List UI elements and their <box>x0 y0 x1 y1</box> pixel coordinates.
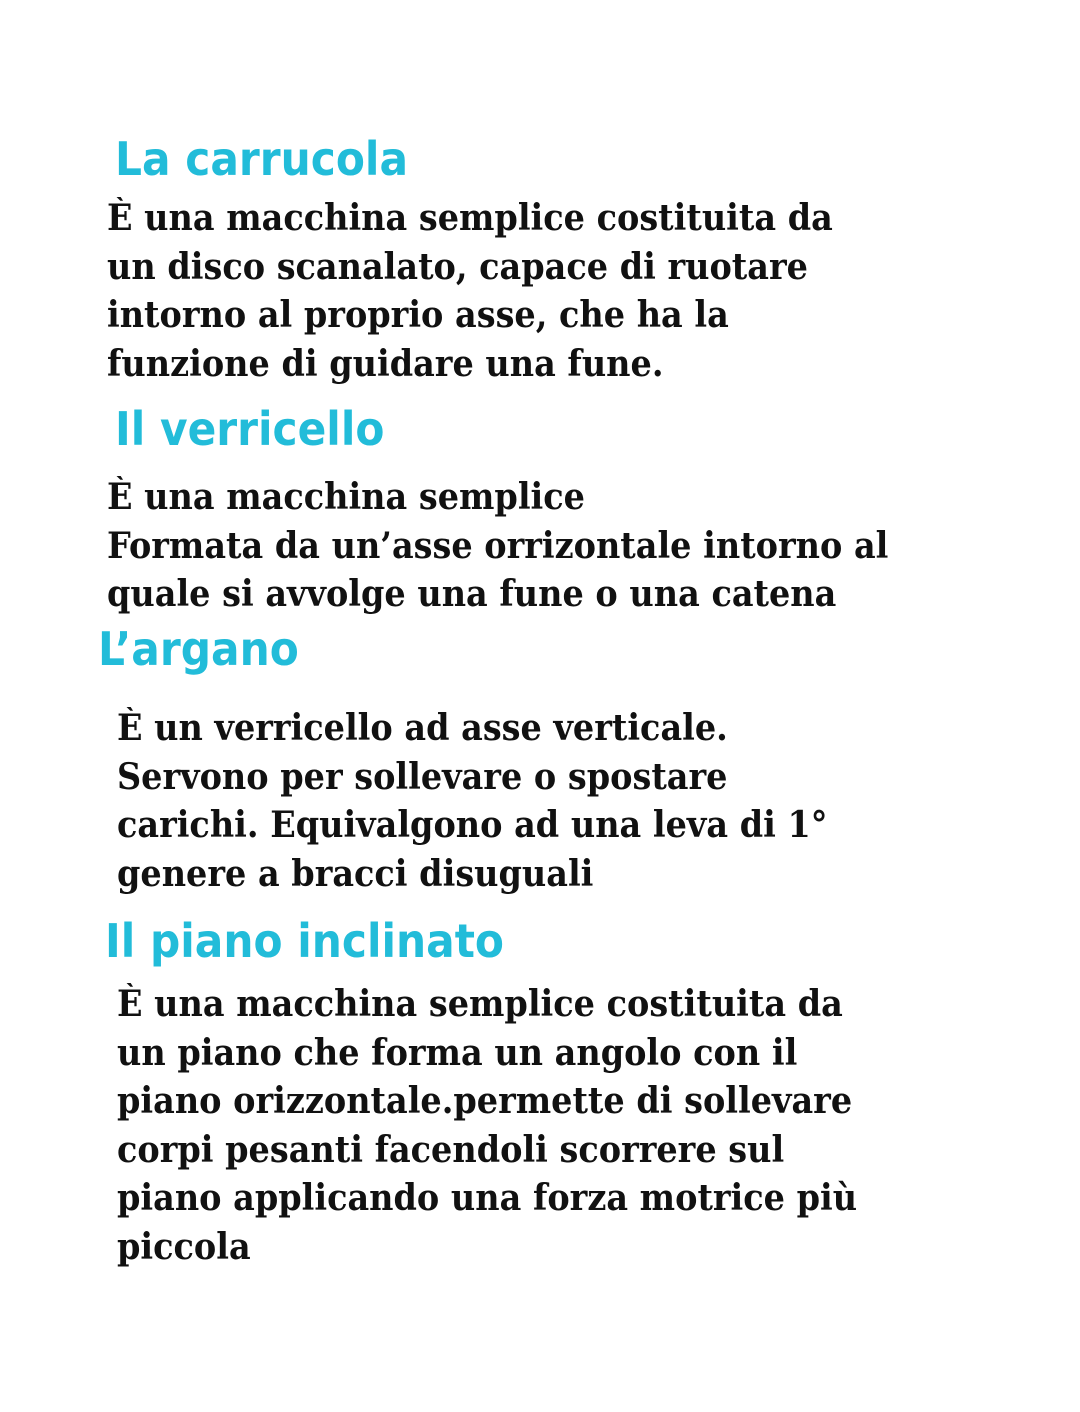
text-line: un disco scanalato, capace di ruotare <box>107 245 808 288</box>
section-heading-carrucola: La carrucola <box>115 132 409 186</box>
section-heading-argano: L’argano <box>98 622 299 676</box>
section-heading-piano-inclinato: Il piano inclinato <box>105 914 505 968</box>
section-heading-verricello: Il verricello <box>115 402 385 456</box>
text-line: piano applicando una forza motrice più <box>117 1177 858 1219</box>
text-line: È una macchina semplice costituita da <box>107 197 833 239</box>
text-line: piccola <box>117 1225 251 1268</box>
section-body-verricello <box>107 473 888 619</box>
text-line: genere a bracci disuguali <box>117 852 594 895</box>
text-line: un piano che forma un angolo con il <box>117 1031 798 1074</box>
section-body-piano-inclinato <box>117 980 857 1271</box>
text-line: È un verricello ad asse verticale. <box>117 707 728 749</box>
text-line: intorno al proprio asse, che ha la <box>107 294 729 336</box>
text-line: piano orizzontale.permette di sollevare <box>117 1080 853 1122</box>
text-line: carichi. Equivalgono ad una leva di 1° <box>117 804 828 846</box>
text-line: Servono per sollevare o spostare <box>117 755 728 798</box>
text-line: È una macchina semplice <box>107 476 585 518</box>
section-body-argano <box>117 704 828 898</box>
text-line: Formata da un’asse orrizontale intorno al <box>107 524 889 567</box>
text-line: funzione di guidare una fune. <box>107 342 664 385</box>
text-line: corpi pesanti facendoli scorrere sul <box>117 1128 785 1171</box>
text-line: quale si avvolge una fune o una catena <box>107 573 837 615</box>
text-line: È una macchina semplice costituita da <box>117 983 843 1025</box>
section-body-carrucola <box>107 194 833 388</box>
